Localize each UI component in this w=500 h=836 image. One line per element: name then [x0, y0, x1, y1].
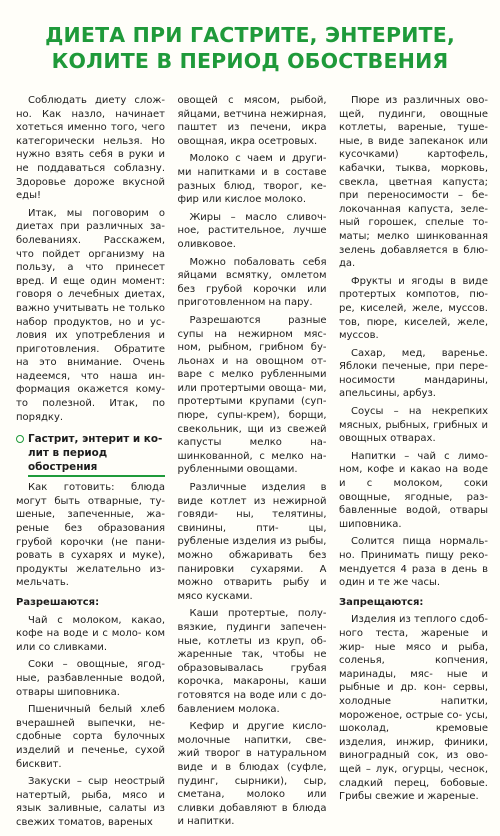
paragraph: Жиры – масло сливоч- ное, растительное, лучше оливковое.: [177, 211, 327, 250]
paragraph: Пшеничный белый хлеб вчерашней выпечки, не- сдобные сорта булочных изделий и печенье, сухой бисквит.: [16, 704, 165, 770]
paragraph: Разрешаются разные супы на нежирном мяс- ном, рыбном, грибном бу- льонах и на овощном от- варе с мелко рубленными или протертыми овоща- ми, протертыми крупами (суп-пюре, супы-крем), борщи, свекольник, щи из свежей капусты мелко на- шинкованной, с мелко на- рубленными овощами.: [177, 314, 327, 476]
forbidden-heading: Запрещаются:: [339, 596, 424, 608]
paragraph: Закуски – сыр неострый натертый, рыба, мясо и язык заливные, салаты из свежих томатов, вареных: [16, 776, 165, 828]
paragraph: Чай с молоком, какао, кофе на воде и с моло- ком или со сливками.: [16, 614, 165, 653]
paragraph: Солится пища нормаль- но. Принимать пищу реко- мендуется 4 раза в день в один и те же часы.: [339, 536, 488, 589]
article-title: [0, 22, 500, 74]
paragraph: Соблюдать диету слож- но. Как назло, начинает хотеться именно того, чего категорически нельзя. Но нужно взять себя в руки и не поддаваться соблазну. Здоровье дороже вкусной еды!: [16, 95, 165, 202]
article-columns: [16, 94, 488, 830]
column-3: [339, 94, 488, 830]
paragraph: Пюре из различных ово- щей, пудинги, овощные котлеты, вареные, туше- ные, в виде запеканок или кусочками) картофель, кабачки, тыква, морковь, свекла, цветная капуста; при переносимости – бе- локочанная капуста, зеле- ный горошек, спелые то- маты; мелко шинкованная зелень добавляется в блю- да.: [339, 95, 488, 270]
title-line-1: ДИЕТА ПРИ ГАСТРИТЕ, ЭНТЕРИТЕ,: [45, 23, 455, 47]
paragraph: Изделия из теплого сдоб- ного теста, жареные и жир- ные мясо и рыба, соленья, копчения, маринады, мяс- ные и рыбные и др. кон- сервы, холодные напитки, мороженое, острые со- усы, шоколад, кремовые изделия, инжир, финики, виноградный сок, из ово- щей – лук, огурцы, чеснок, сладкий перец, бобовые. Грибы свежие и жареные.: [339, 614, 488, 803]
section-heading-gastritis: [16, 432, 165, 477]
title-line-2: КОЛИТЕ В ПЕРИОД ОБОСТВЕНИЯ: [51, 49, 449, 73]
column-1: [16, 94, 165, 830]
paragraph: Молоко с чаем и други- ми напитками и в составе разных блюд, творог, ке- фир или кислое молоко.: [177, 153, 327, 206]
section-heading-line-1: Гастрит, энтерит и ко-: [28, 433, 163, 446]
section-heading-line-2: лит в период обострения: [28, 446, 165, 477]
paragraph: Итак, мы поговорим о диетах при различных за- болеваниях. Расскажем, что пойдет организму на пользу, а что принесет вред. И еще один момент: говоря о лечебных диетах, важно учитывать не только набор продуктов, но и ус- ловия их употребления и приготовления. Обратите на это внимание. Очень надеемся, что наша ин- формация окажется кому-то полезной. Итак, по порядку.: [16, 207, 165, 423]
paragraph: Кефир и другие кисло- молочные напитки, све- жий творог в натуральном виде и в блюдах (суфле, пудинг, сырники), сыр, сметана, молоко или сливки добавляют в блюда и напитки.: [177, 721, 327, 828]
paragraph: овощей с мясом, рыбой, яйцами, ветчина нежирная, паштет из печени, икра овощная, икра осетровых.: [177, 95, 327, 147]
paragraph: Как готовить: блюда могут быть отварные, ту- шеные, запеченные, жа- реные без образования грубой корочки (не пани- ровать в сухарях и муке), продукты желательно из- мельчать.: [16, 482, 165, 589]
paragraph: Соусы – на некрепких мясных, рыбных, грибных и овощных отварах.: [339, 406, 488, 445]
allowed-heading: Разрешаются:: [16, 597, 100, 608]
paragraph: Сахар, мед, варенье. Яблоки печеные, при пере- носимости мандарины, апельсины, арбуз.: [339, 347, 488, 400]
paragraph: Напитки – чай с лимо- ном, кофе и какао на воде и с молоком, соки овощные, ягодные, раз- бавленные водой, отвары шиповника.: [339, 450, 488, 530]
paragraph: Можно побаловать себя яйцами всмятку, омлетом без грубой корочки или приготовленном на пару.: [177, 256, 327, 309]
column-2: [178, 94, 327, 830]
circle-bullet-icon: [16, 435, 24, 443]
paragraph: Различные изделия в виде котлет из нежирной говяди- ны, телятины, свинины, пти- цы, рубленые изделия из рыбы, можно обжаривать без панировки сухарями. А можно отварить рыбу и мясо кусками.: [177, 482, 327, 602]
paragraph: Каши протертые, полу- вязкие, пудинги запечен- ные, котлеты из круп, об- жаренные так, чтобы не образовывалась грубая корочка, макароны, каши готовятся на воде или с до- бавлением молока.: [177, 608, 327, 715]
paragraph: Фрукты и ягоды в виде протертых компотов, пю- ре, киселей, желе, муссов. тов, пюре, киселей, желе, муссов.: [339, 275, 488, 342]
paragraph: Соки – овощные, ягод- ные, разбавленные водой, отвары шиповника.: [16, 659, 165, 698]
